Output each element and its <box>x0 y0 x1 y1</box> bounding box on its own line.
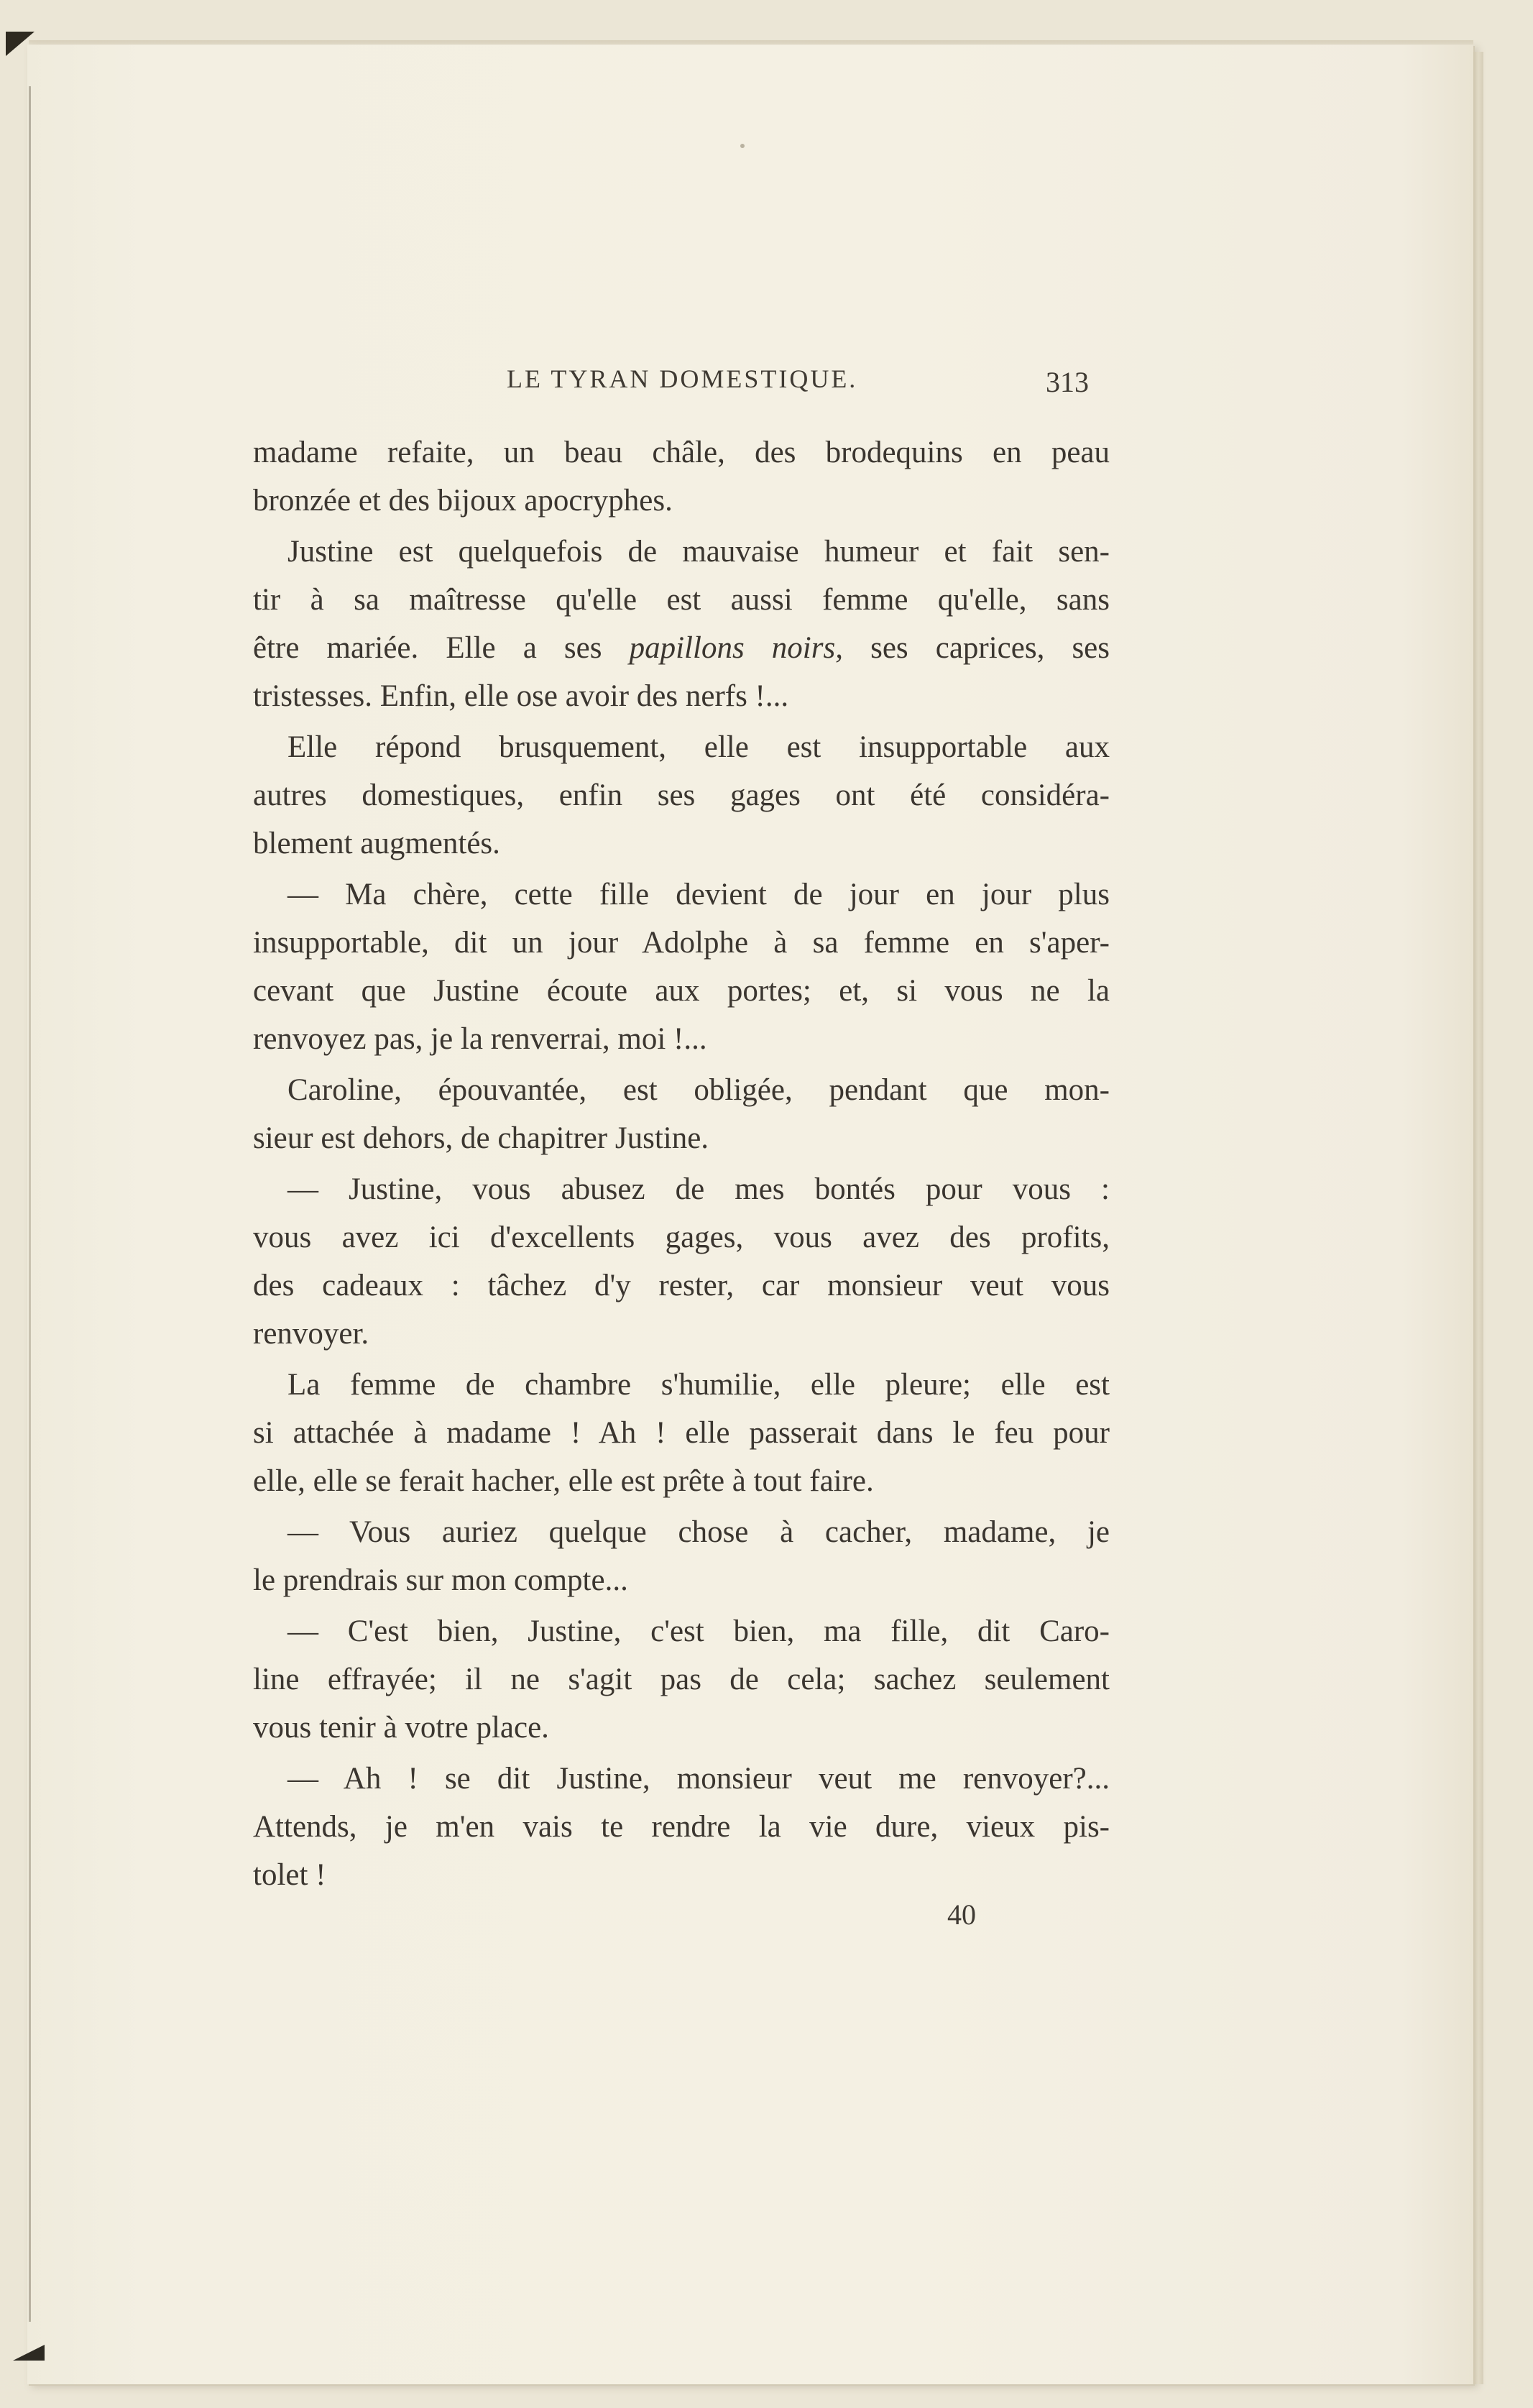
text-line: Attends, je m'en vais te rendre la vie dure, vieux pis- <box>253 1810 1110 1844</box>
text-line: renvoyez pas, je la renverrai, moi !... <box>253 1022 707 1056</box>
page-number: 313 <box>1046 366 1089 398</box>
text-line <box>253 624 1110 672</box>
running-title: LE TYRAN DOMESTIQUE. <box>507 364 858 393</box>
text-line: Caroline, épouvantée, est obligée, pendant que mon- <box>287 1073 1110 1107</box>
text-line: vous avez ici d'excellents gages, vous avez des profits, <box>253 1221 1110 1254</box>
text-line: — Ah ! se dit Justine, monsieur veut me renvoyer?... <box>287 1762 1110 1796</box>
text-line: tristesses. Enfin, elle ose avoir des nerfs !... <box>253 679 789 713</box>
text-line: — Vous auriez quelque chose à cacher, madame, je <box>287 1515 1110 1549</box>
text-segment: ses caprices, ses <box>842 631 1110 665</box>
signature-mark: 40 <box>947 1898 976 1931</box>
text-line: tolet ! <box>253 1858 326 1892</box>
paper-speck <box>740 144 745 148</box>
text-line: vous tenir à votre place. <box>253 1711 549 1745</box>
text-line: le prendrais sur mon compte... <box>253 1563 628 1597</box>
text-line: si attachée à madame ! Ah ! elle passerait dans le feu pour <box>253 1416 1110 1450</box>
text-line: madame refaite, un beau châle, des brodequins en peau <box>253 436 1110 469</box>
text-line: line effrayée; il ne s'agit pas de cela; sachez seulement <box>253 1663 1110 1696</box>
text-line: — C'est bien, Justine, c'est bien, ma fille, dit Caro- <box>287 1614 1110 1648</box>
text-line: autres domestiques, enfin ses gages ont été considéra- <box>253 778 1110 812</box>
binding-corner-top <box>6 32 34 56</box>
text-segment: être mariée. Elle a ses <box>253 631 630 665</box>
page-right-edge <box>1473 52 1483 2384</box>
text-line: elle, elle se ferait hacher, elle est prête à tout faire. <box>253 1464 874 1498</box>
text-line: bronzée et des bijoux apocryphes. <box>253 484 673 518</box>
body-text <box>253 428 1110 1899</box>
text-line: Justine est quelquefois de mauvaise humeur et fait sen- <box>287 535 1110 569</box>
text-line: — Ma chère, cette fille devient de jour en jour plus <box>287 878 1110 911</box>
text-line: renvoyer. <box>253 1317 369 1351</box>
text-line: La femme de chambre s'humilie, elle pleure; elle est <box>287 1368 1110 1402</box>
text-line: cevant que Justine écoute aux portes; et, si vous ne la <box>253 974 1110 1008</box>
text-line: des cadeaux : tâchez d'y rester, car monsieur veut vous <box>253 1269 1110 1302</box>
text-line: blement augmentés. <box>253 827 500 860</box>
text-line: sieur est dehors, de chapitrer Justine. <box>253 1121 709 1155</box>
italic-phrase: papillons noirs, <box>629 631 843 665</box>
book-binding <box>0 0 43 2408</box>
text-line: Elle répond brusquement, elle est insupportable aux <box>287 730 1110 764</box>
running-head <box>252 355 1128 398</box>
binding-corner-bottom <box>13 2345 45 2361</box>
binding-gutter-line <box>29 86 31 2322</box>
text-line: tir à sa maîtresse qu'elle est aussi femme qu'elle, sans <box>253 583 1110 617</box>
text-line: insupportable, dit un jour Adolphe à sa femme en s'aper- <box>253 926 1110 960</box>
text-line: — Justine, vous abusez de mes bontés pour vous : <box>287 1172 1110 1206</box>
